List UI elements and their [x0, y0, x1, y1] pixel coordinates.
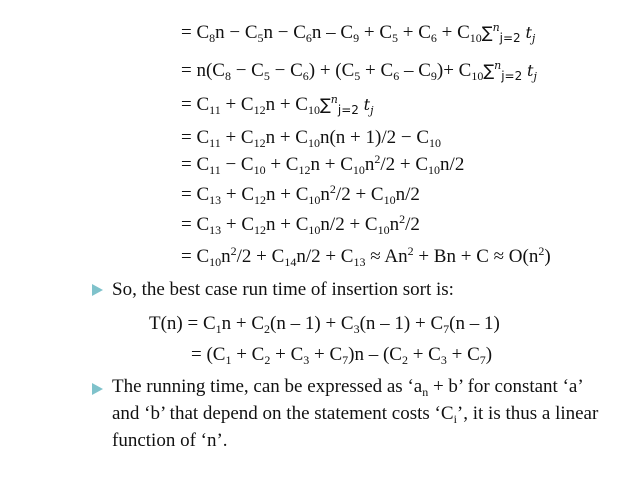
bullet-icon	[92, 383, 103, 395]
summation-symbol: ∑	[481, 23, 493, 42]
derivation-line-3: = $C_{11} + C_{12}n + C_{10}\sum^n_{j=2}$ $t_j$	[181, 93, 374, 117]
bullet-text-best-case: So, the best case run time of insertion sort is:	[112, 279, 454, 300]
summation-symbol: ∑	[319, 95, 331, 114]
derivation-line-5: = $C_{11} - C_{10} + C_{12}n + C_{10}n^2/2 + C_{10}n/2$	[181, 152, 465, 177]
best-case-formula-line-1: $T(n) = C_1n + C_2(n - 1) + C_3(n - 1) + C_7(n - 1)$	[149, 313, 500, 336]
summation-symbol: ∑	[483, 61, 495, 80]
derivation-line-2: = $n(C_8 - C_5 - C_6) + (C_5 + C_6 - C_9)+ C_{10}\sum^n_{j=2}$ $t_j$	[181, 59, 537, 83]
derivation-line-7: = $C_{13} + C_{12}n + C_{10}n/2 + C_{10}n^2/2$	[181, 212, 420, 237]
derivation-line-8: = $C_{10}n^2/2 + C_{14}n/2 + C_{13} \approx An^2 + Bn + C \approx O(n^2)$	[181, 244, 551, 269]
derivation-line-4: = $C_{11} + C_{12}n + C_{10}n(n + 1)/2 - C_{10}$	[181, 127, 442, 150]
derivation-line-1: = $C_8n - C_5n - C_6n - C_9 + C_5 + C_6 + C_{10}\sum^n_{j=2}$ $t_j$	[181, 21, 536, 45]
bullet-icon	[92, 284, 103, 296]
best-case-formula-line-2: = $(C_1 + C_2 + C_3 + C_7)n - (C_2 + C_3 + C_7)$	[191, 344, 493, 367]
bullet-text-running-time: The running time, can be expressed as ‘$a_n + b$’ for constant ‘a’ and ‘b’ that depend on the statement costs ‘$C_i$’, it is thus a linear function of ‘n’.	[112, 376, 599, 451]
derivation-line-6: = $C_{13} + C_{12}n + C_{10}n^2/2 + C_{10}n/2$	[181, 182, 420, 207]
